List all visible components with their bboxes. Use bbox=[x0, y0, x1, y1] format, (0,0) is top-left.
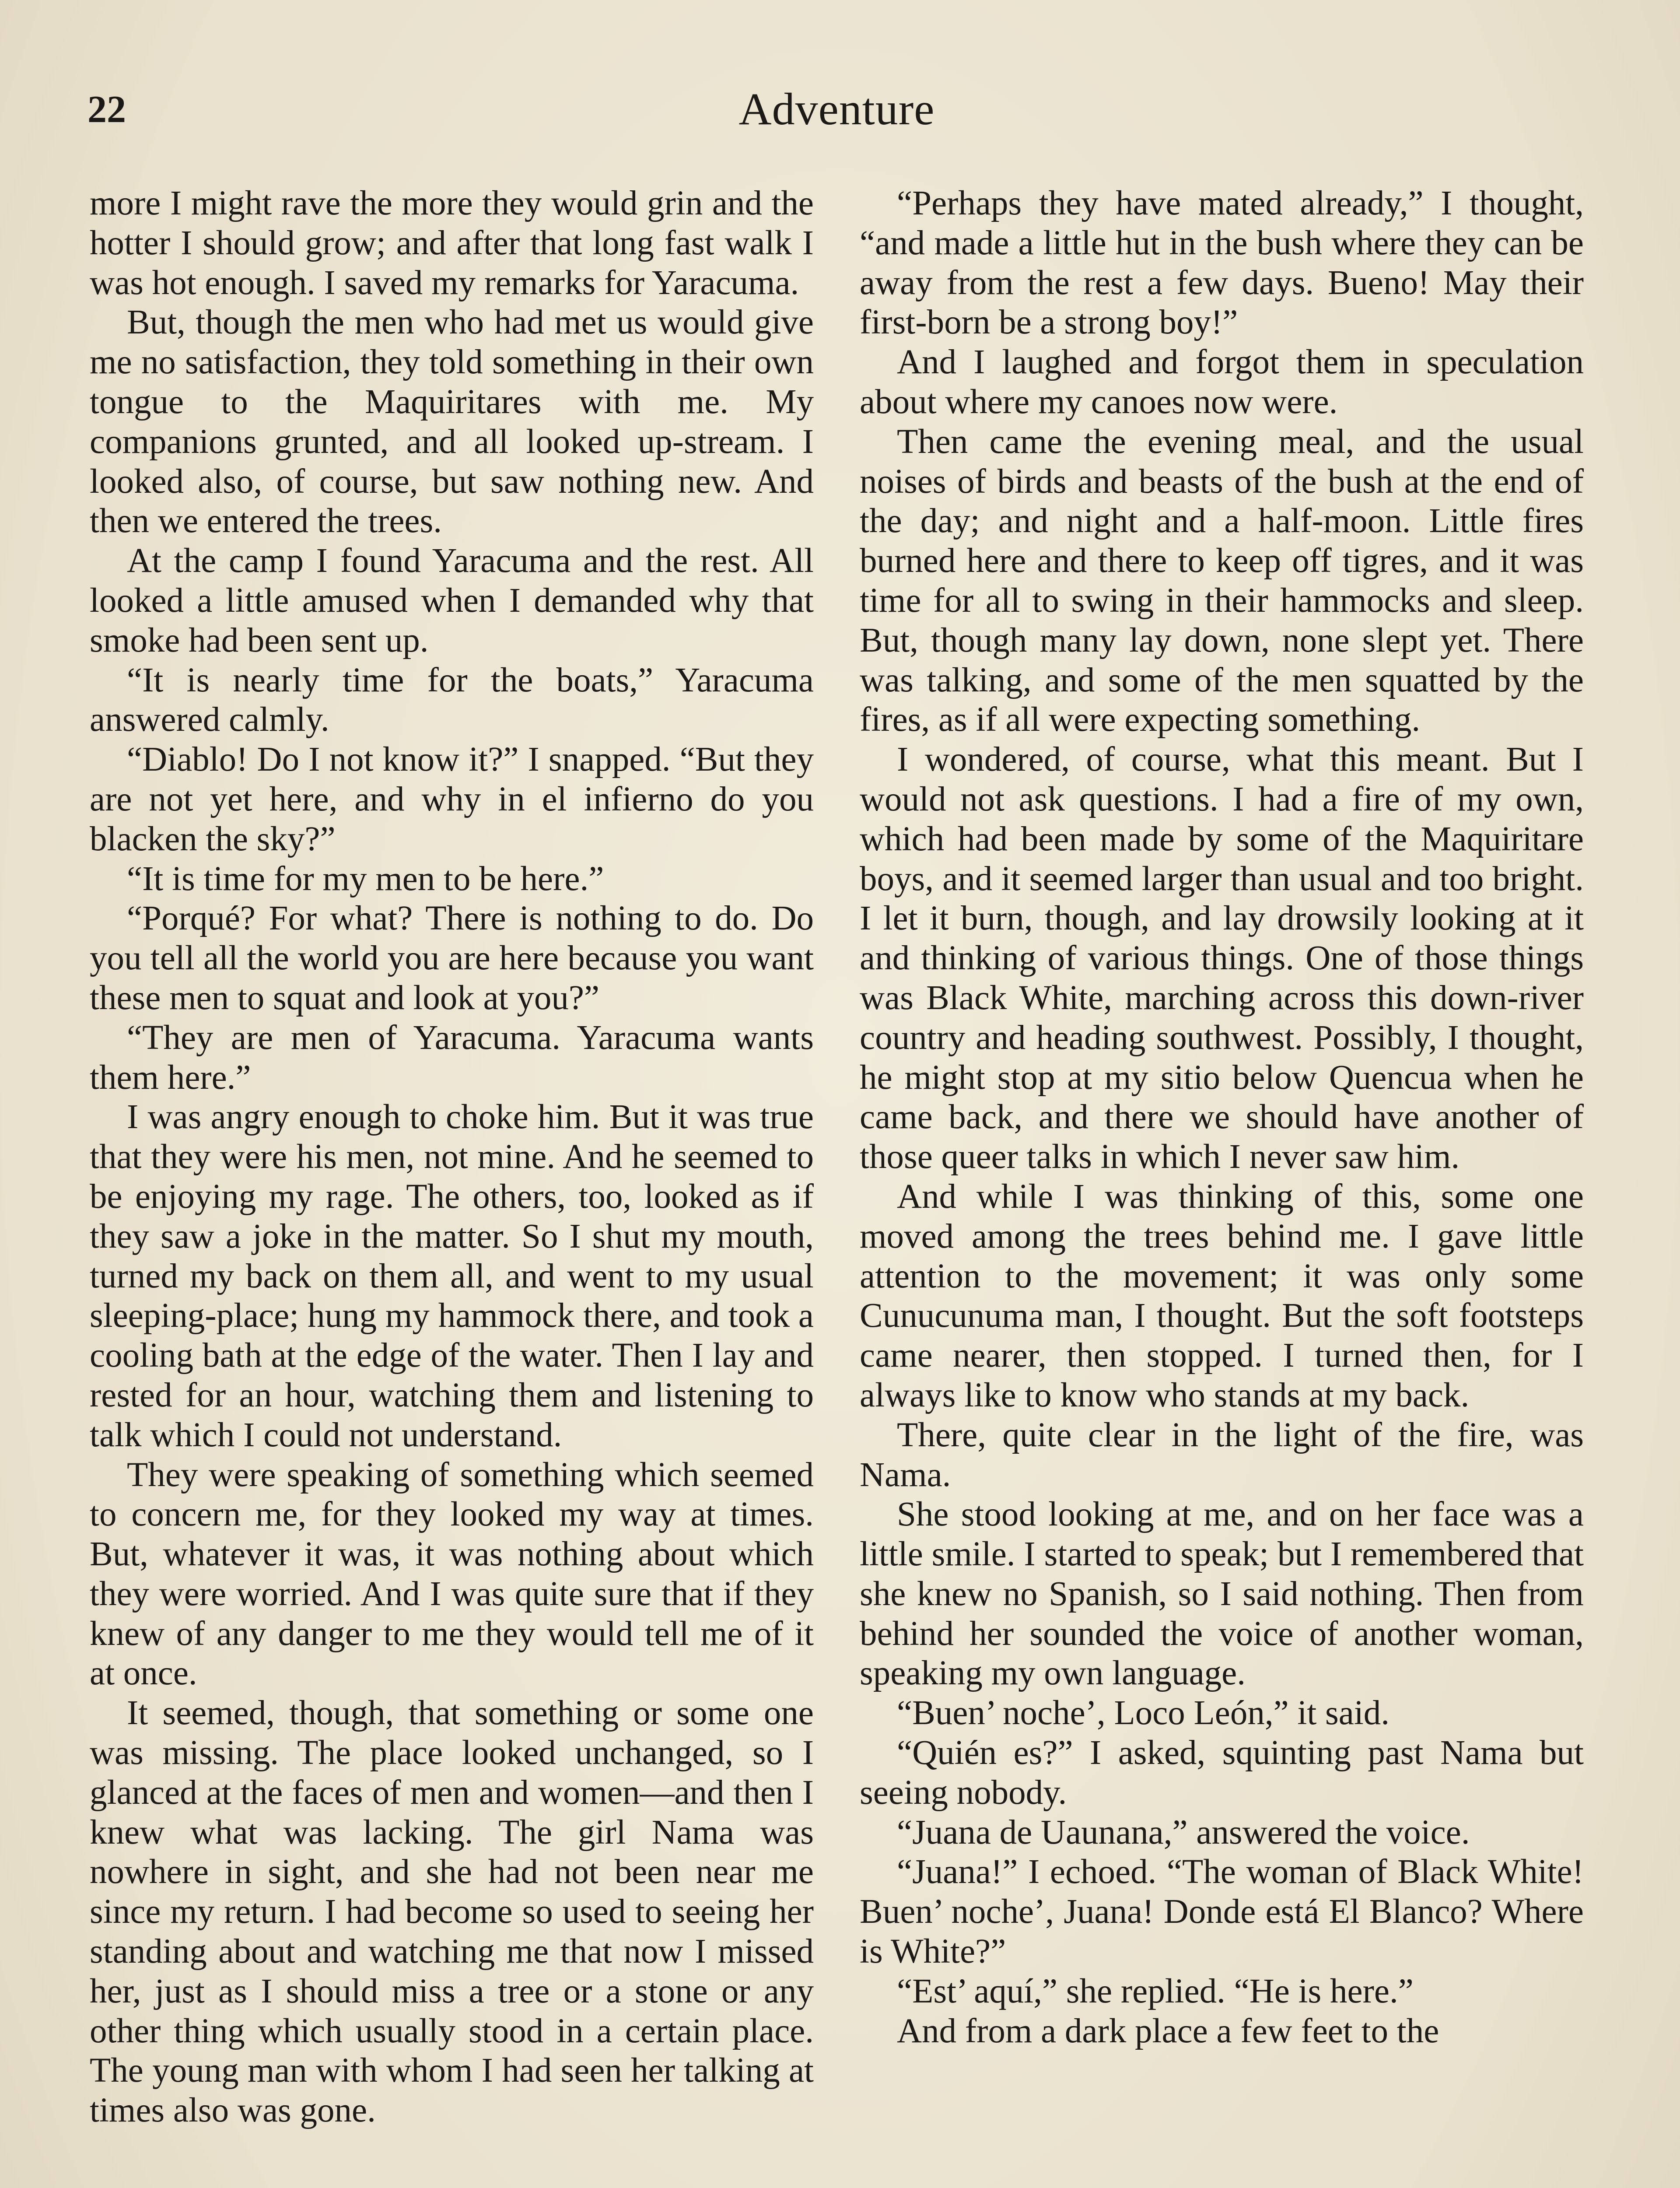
paragraph: I was angry enough to choke him. But it was true that they were his men, not mine. And he seemed to be enjoying my rage. The others, too, looked as if they saw a joke in the matter. So I shut my mouth, turned my back on them all, and went to my usual sleeping-place; hung my hammock there, and took a cooling bath at the edge of the water. Then I lay and rested for an hour, watching them and listening to talk which I could not understand. bbox=[90, 1098, 814, 1454]
paragraph: But, though the men who had met us would give me no satisfaction, they told something in their own tongue to the Maquiritares with me. My companions grunted, and all looked up-stream. I looked also, of course, but saw nothing new. And then we entered the trees. bbox=[90, 303, 814, 540]
paragraph: “Est’ aquí,” she replied. “He is here.” bbox=[897, 1972, 1414, 2010]
paragraph: They were speaking of something which seemed to concern me, for they looked my way at times. But, whatever it was, it was nothing about which they were worried. And I was quite sure that if they knew of any danger to me they would tell me of it at once. bbox=[90, 1455, 814, 1693]
page-header bbox=[88, 83, 1586, 136]
left-column bbox=[90, 184, 814, 2131]
paragraph: “It is time for my men to be here.” bbox=[127, 859, 604, 898]
paragraph: There, quite clear in the light of the fire, was Nama. bbox=[860, 1416, 1584, 1494]
paragraph: It seemed, though, that something or some one was missing. The place looked unchanged, so I glanced at the faces of men and women—and then I knew what was lacking. The girl Nama was nowhere in sight, and she had not been near me since my return. I had become so used to seeing her standing about and watching me that now I missed her, just as I should miss a tree or a stone or any other thing which usually stood in a certain place. The young man with whom I had seen her talking at times also was gone. bbox=[90, 1694, 814, 2130]
paragraph: “Diablo! Do I not know it?” I snapped. “But they are not yet here, and why in el infierno do you blacken the sky?” bbox=[90, 740, 814, 858]
paragraph: And while I was thinking of this, some one moved among the trees behind me. I gave little attention to the movement; it was only some Cunucunuma man, I thought. But the soft footsteps came nearer, then stopped. I turned then, for I always like to know who stands at my back. bbox=[860, 1177, 1584, 1414]
paragraph: “It is nearly time for the boats,” Yaracuma answered calmly. bbox=[90, 661, 814, 739]
paragraph: And I laughed and forgot them in speculation about where my canoes now were. bbox=[860, 343, 1584, 421]
running-title: Adventure bbox=[738, 84, 935, 134]
paragraph: Then came the evening meal, and the usual noises of birds and beasts of the bush at the end of the day; and night and a half-moon. Little fires burned here and there to keep off tigres, and it was time for all to swing in their hammocks and sleep. But, though many lay down, none slept yet. There was talking, and some of the men squatted by the fires, as if all were expecting something. bbox=[860, 422, 1584, 739]
paragraph: “Juana!” I echoed. “The woman of Black White! Buen’ noche’, Juana! Donde está El Blanco? Where is White?” bbox=[860, 1853, 1584, 1971]
paragraph: “They are men of Yaracuma. Yaracuma wants them here.” bbox=[90, 1018, 814, 1097]
paragraph: At the camp I found Yaracuma and the rest. All looked a little amused when I demanded why that smoke had been sent up. bbox=[90, 542, 814, 659]
paragraph: “Perhaps they have mated already,” I thought, “and made a little hut in the bush where they can be away from the rest a few days. Bueno! May their first-born be a strong boy!” bbox=[860, 184, 1584, 342]
paragraph: more I might rave the more they would grin and the hotter I should grow; and after that long fast walk I was hot enough. I saved my remarks for Yaracuma. bbox=[90, 184, 814, 302]
right-column bbox=[860, 184, 1584, 2051]
paragraph: “Quién es?” I asked, squinting past Nama but seeing nobody. bbox=[860, 1734, 1584, 1812]
paragraph: And from a dark place a few feet to the bbox=[897, 2012, 1439, 2050]
paragraph: She stood looking at me, and on her face was a little smile. I started to speak; but I remembered that she knew no Spanish, so I said nothing. Then from behind her sounded the voice of another woman, speaking my own language. bbox=[860, 1495, 1584, 1693]
paragraph: “Juana de Uaunana,” answered the voice. bbox=[897, 1813, 1470, 1851]
page-number: 22 bbox=[88, 88, 126, 131]
paragraph: “Buen’ noche’, Loco León,” it said. bbox=[897, 1694, 1390, 1732]
paragraph: I wondered, of course, what this meant. But I would not ask questions. I had a fire of my own, which had been made by some of the Maquiritare boys, and it seemed larger than usual and too bright. I let it burn, though, and lay drowsily looking at it and thinking of various things. One of those things was Black White, marching across this down-river country and heading southwest. Possibly, I thought, he might stop at my sitio below Quencua when he came back, and there we should have another of those queer talks in which I never saw him. bbox=[860, 740, 1584, 1176]
paragraph: “Porqué? For what? There is nothing to do. Do you tell all the world you are here because you want these men to squat and look at you?” bbox=[90, 899, 814, 1017]
